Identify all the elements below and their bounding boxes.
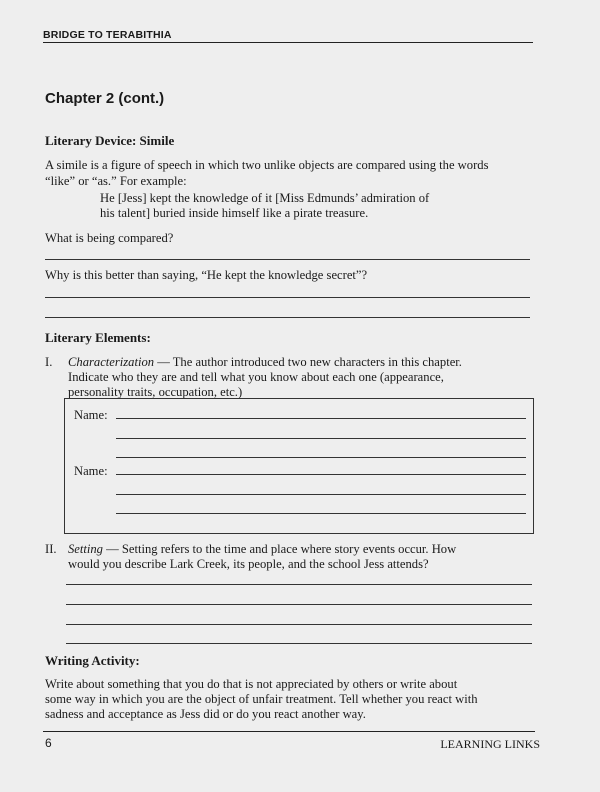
page-number: 6 [45,736,52,750]
name-label-2: Name: [74,464,108,478]
answer-line[interactable] [116,494,526,495]
name-line-2[interactable] [116,474,526,475]
simile-quote-line-1: He [Jess] kept the knowledge of it [Miss Edmunds’ admiration of [100,191,430,205]
answer-line[interactable] [66,643,532,644]
writing-line-3: sadness and acceptance as Jess did or do you react another way. [45,707,366,721]
item-1-line-2: Indicate who they are and tell what you know about each one (appearance, [68,370,444,384]
item-2-line-1 [68,541,456,557]
answer-line[interactable] [66,624,532,625]
header-rule [43,42,533,43]
writing-activity-heading: Writing Activity: [45,653,140,668]
name-label-1: Name: [74,408,108,422]
answer-line[interactable] [116,438,526,439]
item-1-numeral: I. [45,355,53,369]
answer-line[interactable] [66,604,532,605]
setting-term: Setting [68,542,103,556]
answer-line[interactable] [45,317,530,318]
answer-line[interactable] [116,457,526,458]
item-1-line-3: personality traits, occupation, etc.) [68,385,243,399]
item-2-line-2: would you describe Lark Creek, its people, and the school Jess attends? [68,557,429,571]
book-title-header: BRIDGE TO TERABITHIA [43,29,172,41]
chapter-title: Chapter 2 (cont.) [45,90,165,107]
footer-rule [43,731,535,732]
item-1-text: — The author introduced two new characters in this chapter. [154,355,462,369]
simile-question-1: What is being compared? [45,231,174,245]
simile-intro-line-2: “like” or “as.” For example: [45,174,187,188]
item-1-line-1 [68,354,462,370]
simile-intro-line-1: A simile is a figure of speech in which two unlike objects are compared using the words [45,158,489,172]
writing-line-1: Write about something that you do that is not appreciated by others or write about [45,677,458,691]
writing-line-2: some way in which you are the object of unfair treatment. Tell whether you react with [45,692,478,706]
literary-elements-heading: Literary Elements: [45,330,151,345]
item-2-numeral: II. [45,542,57,556]
answer-line[interactable] [45,259,530,260]
simile-heading: Literary Device: Simile [45,133,175,148]
characterization-term: Characterization [68,355,155,369]
publisher-name: LEARNING LINKS [440,737,540,751]
simile-quote-line-2: his talent] buried inside himself like a pirate treasure. [100,206,369,220]
answer-line[interactable] [66,584,532,585]
item-2-text: — Setting refers to the time and place where story events occur. How [102,542,457,556]
name-line-1[interactable] [116,418,526,419]
answer-line[interactable] [45,297,530,298]
simile-question-2: Why is this better than saying, “He kept the knowledge secret”? [45,268,368,282]
answer-line[interactable] [116,513,526,514]
